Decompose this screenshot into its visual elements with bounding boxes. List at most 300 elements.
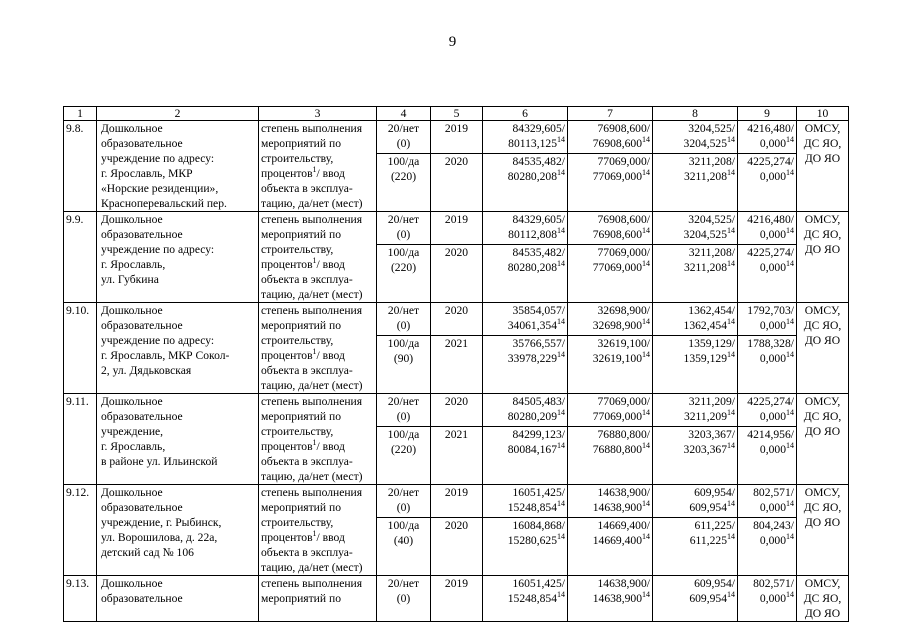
cell-line: 15248,854$^{14}$ (507, 499, 565, 514)
footnote-mark: 14 (727, 317, 735, 327)
header-cell-1: 1 (64, 107, 97, 121)
cell-line: 16051,425/ (512, 486, 565, 499)
cell-line: ДО ЯО (804, 243, 841, 256)
amount-c8 (653, 485, 738, 518)
amount-c7 (568, 576, 653, 622)
cell-line: 4225,274/ (747, 245, 794, 259)
cell-line: 35854,057/ (512, 304, 565, 317)
amount-c9 (738, 212, 797, 245)
responsible (797, 212, 849, 303)
cell-line: 0,000$^{14}$ (759, 590, 794, 605)
footnote-mark: 1 (312, 256, 317, 266)
amount-c7 (568, 121, 653, 154)
responsible (797, 394, 849, 485)
amount-c9 (738, 244, 797, 302)
cell-line: 76880,800$^{14}$ (592, 440, 650, 456)
cell-line: 1362,454$^{14}$ (683, 317, 735, 332)
indicator (259, 121, 377, 212)
cell-line: образовательное (101, 137, 183, 150)
footnote-mark: 14 (642, 167, 650, 177)
amount-c6 (483, 212, 568, 245)
cell-line: ДО ЯО (804, 607, 841, 620)
header-cell-7: 7 (568, 107, 653, 121)
cell-line: степень выполнения (261, 122, 363, 135)
cell-line: степень выполнения (261, 395, 363, 408)
responsible (797, 576, 849, 622)
year-cell: 2020 (431, 394, 483, 427)
cell-line: ДС ЯО, (803, 410, 842, 423)
year-cell: 2020 (431, 244, 483, 302)
footnote-mark: 14 (727, 440, 735, 450)
cell-line: 3204,525/ (688, 122, 735, 135)
cell-line: ДО ЯО (804, 516, 841, 529)
responsible (797, 485, 849, 576)
cell-line: тацию, да/нет (мест) (261, 197, 363, 210)
responsible (797, 303, 849, 394)
cell-line: 3211,209/ (688, 395, 735, 408)
cell-line: в районе ул. Ильинской (101, 455, 218, 468)
item-name (97, 485, 259, 576)
cell-line: учреждение по адресу: (101, 152, 215, 165)
footnote-mark: 14 (642, 226, 650, 236)
amount-c7 (568, 212, 653, 245)
footnote-mark: 14 (642, 408, 650, 418)
footnote-mark: 14 (727, 167, 735, 177)
cell-line: 4216,480/ (747, 122, 794, 135)
status-cell (377, 335, 431, 393)
cell-line: ОМСУ, (804, 122, 841, 135)
cell-line: ДО ЯО (804, 425, 841, 438)
table-row (64, 485, 849, 518)
amount-c8 (653, 576, 738, 622)
cell-line: 80280,208$^{14}$ (507, 258, 565, 274)
amount-c9 (738, 303, 797, 336)
cell-line: 3211,208/ (688, 154, 735, 168)
indicator (259, 576, 377, 622)
amount-c7 (568, 335, 653, 393)
table-row (64, 212, 849, 245)
cell-line: образовательное (101, 410, 183, 423)
cell-line: мероприятий по (261, 228, 341, 241)
cell-line: (0) (396, 410, 411, 423)
cell-line: 0,000$^{14}$ (759, 258, 794, 274)
cell-line: 0,000$^{14}$ (759, 440, 794, 456)
footnote-mark: 14 (727, 258, 735, 268)
cell-line: образовательное (101, 228, 183, 241)
item-number: 9.8. (64, 121, 97, 212)
cell-line: 100/да (387, 518, 420, 532)
indicator (259, 485, 377, 576)
amount-c6 (483, 244, 568, 302)
cell-line: ОМСУ, (804, 486, 841, 499)
cell-line: учреждение по адресу: (101, 334, 215, 347)
item-name (97, 576, 259, 622)
cell-line: ДС ЯО, (803, 228, 842, 241)
year-cell: 2019 (431, 576, 483, 622)
cell-line: Дошкольное (101, 486, 163, 499)
cell-line: 3204,525$^{14}$ (683, 226, 735, 241)
header-cell-9: 9 (738, 107, 797, 121)
cell-line: процентов$^1$/ ввод (261, 256, 345, 271)
footnote-mark: 14 (557, 135, 565, 145)
cell-line: степень выполнения (261, 304, 363, 317)
cell-line: 0,000$^{14}$ (759, 349, 794, 365)
cell-line: Дошкольное (101, 122, 163, 135)
item-name (97, 394, 259, 485)
cell-line: 611,225$^{14}$ (689, 531, 735, 547)
amount-c6 (483, 394, 568, 427)
footnote-mark: 14 (557, 590, 565, 600)
cell-line: ДС ЯО, (803, 319, 842, 332)
footnote-mark: 14 (727, 408, 735, 418)
status-cell (377, 394, 431, 427)
cell-line: 20/нет (387, 486, 420, 499)
footnote-mark: 14 (786, 408, 794, 418)
cell-line: 802,571/ (753, 486, 794, 499)
cell-line: 2, ул. Дядьковская (101, 364, 192, 377)
footnote-mark: 14 (557, 531, 565, 541)
cell-line: ДО ЯО (804, 152, 841, 165)
cell-line: Дошкольное (101, 395, 163, 408)
cell-line: (0) (396, 228, 411, 241)
indicator (259, 212, 377, 303)
cell-line: «Норские резиденции», (101, 182, 219, 195)
cell-line: 1359,129/ (688, 336, 735, 350)
cell-line: 34061,354$^{14}$ (507, 317, 565, 332)
cell-line: 80112,808$^{14}$ (508, 226, 565, 241)
cell-line: Дошкольное (101, 213, 163, 226)
cell-line: (0) (396, 319, 411, 332)
cell-line: 0,000$^{14}$ (759, 135, 794, 150)
footnote-mark: 14 (786, 440, 794, 450)
amount-c8 (653, 426, 738, 484)
table-row (64, 576, 849, 622)
cell-line: 802,571/ (753, 577, 794, 590)
cell-line: мероприятий по (261, 137, 341, 150)
cell-line: 0,000$^{14}$ (759, 167, 794, 183)
cell-line: процентов$^1$/ ввод (261, 165, 345, 180)
footnote-mark: 14 (642, 440, 650, 450)
cell-line: 20/нет (387, 122, 420, 135)
status-cell (377, 426, 431, 484)
footnote-mark: 14 (727, 135, 735, 145)
amount-c9 (738, 153, 797, 211)
amount-c8 (653, 121, 738, 154)
cell-line: 76908,600/ (597, 122, 650, 135)
header-cell-5: 5 (431, 107, 483, 121)
cell-line: 84535,482/ (512, 245, 565, 259)
cell-line: образовательное (101, 319, 183, 332)
amount-c7 (568, 517, 653, 575)
item-number: 9.10. (64, 303, 97, 394)
cell-line: 77069,000/ (597, 154, 650, 168)
status-cell (377, 153, 431, 211)
amount-c6 (483, 121, 568, 154)
header-cell-10: 10 (797, 107, 849, 121)
cell-line: тацию, да/нет (мест) (261, 561, 363, 574)
program-table (63, 106, 849, 622)
cell-line: 77069,000/ (597, 245, 650, 259)
cell-line: 20/нет (387, 304, 420, 317)
header-cell-2: 2 (97, 107, 259, 121)
cell-line: 32698,900$^{14}$ (592, 317, 650, 332)
cell-line: процентов$^1$/ ввод (261, 438, 345, 453)
cell-line: 1359,129$^{14}$ (683, 349, 735, 365)
cell-line: 100/да (387, 336, 420, 350)
cell-line: 100/да (387, 154, 420, 168)
indicator (259, 394, 377, 485)
footnote-mark: 14 (642, 499, 650, 509)
footnote-mark: 14 (727, 499, 735, 509)
responsible (797, 121, 849, 212)
cell-line: 16084,868/ (512, 518, 565, 532)
year-cell: 2020 (431, 303, 483, 336)
footnote-mark: 14 (557, 499, 565, 509)
cell-line: (220) (390, 260, 417, 274)
cell-line: учреждение, (101, 425, 164, 438)
cell-line: тацию, да/нет (мест) (261, 470, 363, 483)
amount-c9 (738, 426, 797, 484)
cell-line: объекта в эксплуа- (261, 182, 353, 195)
cell-line: тацию, да/нет (мест) (261, 288, 363, 301)
status-cell (377, 517, 431, 575)
footnote-mark: 14 (786, 167, 794, 177)
cell-line: строительству, (261, 425, 334, 438)
cell-line: ДО ЯО (804, 334, 841, 347)
cell-line: 14638,900/ (597, 486, 650, 499)
footnote-mark: 14 (786, 590, 794, 600)
amount-c7 (568, 153, 653, 211)
cell-line: ул. Губкина (101, 273, 159, 286)
item-number: 9.12. (64, 485, 97, 576)
cell-line: 0,000$^{14}$ (759, 408, 794, 423)
cell-line: мероприятий по (261, 592, 341, 605)
table-row (64, 121, 849, 154)
amount-c8 (653, 335, 738, 393)
cell-line: ДС ЯО, (803, 137, 842, 150)
amount-c8 (653, 303, 738, 336)
amount-c8 (653, 244, 738, 302)
year-cell: 2021 (431, 426, 483, 484)
footnote-mark: 14 (557, 258, 565, 268)
status-cell (377, 121, 431, 154)
footnote-mark: 14 (786, 499, 794, 509)
cell-line: г. Ярославль, МКР (101, 167, 193, 180)
footnote-mark: 14 (642, 531, 650, 541)
footnote-mark: 14 (557, 167, 565, 177)
cell-line: объекта в эксплуа- (261, 273, 353, 286)
footnote-mark: 14 (786, 135, 794, 145)
cell-line: 0,000$^{14}$ (759, 499, 794, 514)
cell-line: образовательное (101, 592, 183, 605)
year-cell: 2020 (431, 517, 483, 575)
cell-line: 4225,274/ (747, 154, 794, 168)
cell-line: 14638,900$^{14}$ (592, 499, 650, 514)
header-cell-6: 6 (483, 107, 568, 121)
cell-line: 15248,854$^{14}$ (507, 590, 565, 605)
cell-line: 4225,274/ (747, 395, 794, 408)
table-row (64, 303, 849, 336)
cell-line: 76908,600/ (597, 213, 650, 226)
cell-line: 1788,328/ (747, 336, 794, 350)
footnote-mark: 14 (557, 408, 565, 418)
table-row (64, 394, 849, 427)
item-number: 9.13. (64, 576, 97, 622)
footnote-mark: 1 (312, 165, 317, 175)
cell-line: 32619,100/ (597, 336, 650, 350)
cell-line: 15280,625$^{14}$ (507, 531, 565, 547)
footnote-mark: 1 (312, 529, 317, 539)
cell-line: 0,000$^{14}$ (759, 531, 794, 547)
year-cell: 2021 (431, 335, 483, 393)
amount-c7 (568, 244, 653, 302)
item-name (97, 121, 259, 212)
footnote-mark: 1 (312, 438, 317, 448)
cell-line: степень выполнения (261, 213, 363, 226)
cell-line: 0,000$^{14}$ (759, 317, 794, 332)
cell-line: 32619,100$^{14}$ (592, 349, 650, 365)
cell-line: мероприятий по (261, 501, 341, 514)
cell-line: 14638,900$^{14}$ (592, 590, 650, 605)
cell-line: 3211,208/ (688, 245, 735, 259)
cell-line: строительству, (261, 516, 334, 529)
amount-c9 (738, 121, 797, 154)
cell-line: 100/да (387, 245, 420, 259)
cell-line: процентов$^1$/ ввод (261, 347, 345, 362)
status-cell (377, 576, 431, 622)
cell-line: 0,000$^{14}$ (759, 226, 794, 241)
footnote-mark: 14 (786, 226, 794, 236)
amount-c7 (568, 426, 653, 484)
amount-c9 (738, 335, 797, 393)
footnote-mark: 14 (786, 349, 794, 359)
cell-line: ОМСУ, (804, 213, 841, 226)
footnote-mark: 14 (642, 258, 650, 268)
cell-line: ОМСУ, (804, 577, 841, 590)
cell-line: учреждение, г. Рыбинск, (101, 516, 222, 529)
footnote-mark: 14 (557, 226, 565, 236)
cell-line: (0) (396, 501, 411, 514)
amount-c6 (483, 485, 568, 518)
cell-line: (220) (390, 169, 417, 183)
cell-line: 76908,600$^{14}$ (592, 135, 650, 150)
footnote-mark: 14 (557, 440, 565, 450)
cell-line: (0) (396, 137, 411, 150)
cell-line: 33978,229$^{14}$ (507, 349, 565, 365)
cell-line: мероприятий по (261, 319, 341, 332)
header-cell-3: 3 (259, 107, 377, 121)
cell-line: 77069,000$^{14}$ (592, 167, 650, 183)
cell-line: объекта в эксплуа- (261, 455, 353, 468)
cell-line: 84329,605/ (512, 122, 565, 135)
cell-line: 609,954/ (694, 577, 735, 590)
cell-line: 77069,000$^{14}$ (592, 258, 650, 274)
cell-line: 77069,000/ (597, 395, 650, 408)
cell-line: Дошкольное (101, 577, 163, 590)
item-number: 9.11. (64, 394, 97, 485)
cell-line: степень выполнения (261, 486, 363, 499)
header-cell-4: 4 (377, 107, 431, 121)
cell-line: 4214,956/ (747, 427, 794, 441)
cell-line: 1792,703/ (747, 304, 794, 317)
cell-line: 3203,367/ (688, 427, 735, 441)
cell-line: 609,954$^{14}$ (689, 499, 735, 514)
cell-line: 76908,600$^{14}$ (592, 226, 650, 241)
cell-line: 32698,900/ (597, 304, 650, 317)
footnote-mark: 14 (786, 317, 794, 327)
footnote-mark: 14 (727, 590, 735, 600)
footnote-mark: 14 (727, 226, 735, 236)
cell-line: строительству, (261, 334, 334, 347)
cell-line: ОМСУ, (804, 395, 841, 408)
cell-line: образовательное (101, 501, 183, 514)
amount-c7 (568, 303, 653, 336)
cell-line: 84535,482/ (512, 154, 565, 168)
cell-line: 3203,367$^{14}$ (683, 440, 735, 456)
cell-line: 20/нет (387, 577, 420, 590)
cell-line: 609,954/ (694, 486, 735, 499)
cell-line: строительству, (261, 243, 334, 256)
cell-line: процентов$^1$/ ввод (261, 529, 345, 544)
amount-c9 (738, 394, 797, 427)
cell-line: мероприятий по (261, 410, 341, 423)
amount-c6 (483, 426, 568, 484)
status-cell (377, 212, 431, 245)
footnote-mark: 14 (642, 349, 650, 359)
cell-line: 1362,454/ (688, 304, 735, 317)
cell-line: (40) (393, 533, 414, 547)
footnote-mark: 14 (786, 531, 794, 541)
footnote-mark: 14 (786, 258, 794, 268)
cell-line: 14669,400$^{14}$ (592, 531, 650, 547)
amount-c9 (738, 576, 797, 622)
cell-line: 14669,400/ (597, 518, 650, 532)
amount-c9 (738, 485, 797, 518)
cell-line: 77069,000$^{14}$ (592, 408, 650, 423)
cell-line: ДС ЯО, (803, 501, 842, 514)
cell-line: г. Ярославль, МКР Сокол- (101, 349, 230, 362)
year-cell: 2019 (431, 212, 483, 245)
amount-c6 (483, 335, 568, 393)
cell-line: 20/нет (387, 213, 420, 226)
cell-line: Красноперевальский пер. (101, 197, 227, 210)
cell-line: 609,954$^{14}$ (689, 590, 735, 605)
footnote-mark: 14 (642, 590, 650, 600)
amount-c8 (653, 517, 738, 575)
amount-c6 (483, 517, 568, 575)
footnote-mark: 14 (557, 349, 565, 359)
cell-line: ОМСУ, (804, 304, 841, 317)
cell-line: 3204,525/ (688, 213, 735, 226)
page-number: 9 (448, 34, 457, 50)
year-cell: 2019 (431, 485, 483, 518)
cell-line: г. Ярославль, (101, 258, 166, 271)
cell-line: объекта в эксплуа- (261, 546, 353, 559)
cell-line: 3211,208$^{14}$ (683, 258, 735, 274)
item-name (97, 212, 259, 303)
cell-line: Дошкольное (101, 304, 163, 317)
cell-line: 3211,208$^{14}$ (683, 167, 735, 183)
cell-line: 84329,605/ (512, 213, 565, 226)
cell-line: ДС ЯО, (803, 592, 842, 605)
cell-line: степень выполнения (261, 577, 363, 590)
cell-line: 611,225/ (694, 518, 735, 532)
cell-line: 84299,123/ (512, 427, 565, 441)
cell-line: строительству, (261, 152, 334, 165)
cell-line: 80084,167$^{14}$ (507, 440, 565, 456)
cell-line: учреждение по адресу: (101, 243, 215, 256)
item-name (97, 303, 259, 394)
